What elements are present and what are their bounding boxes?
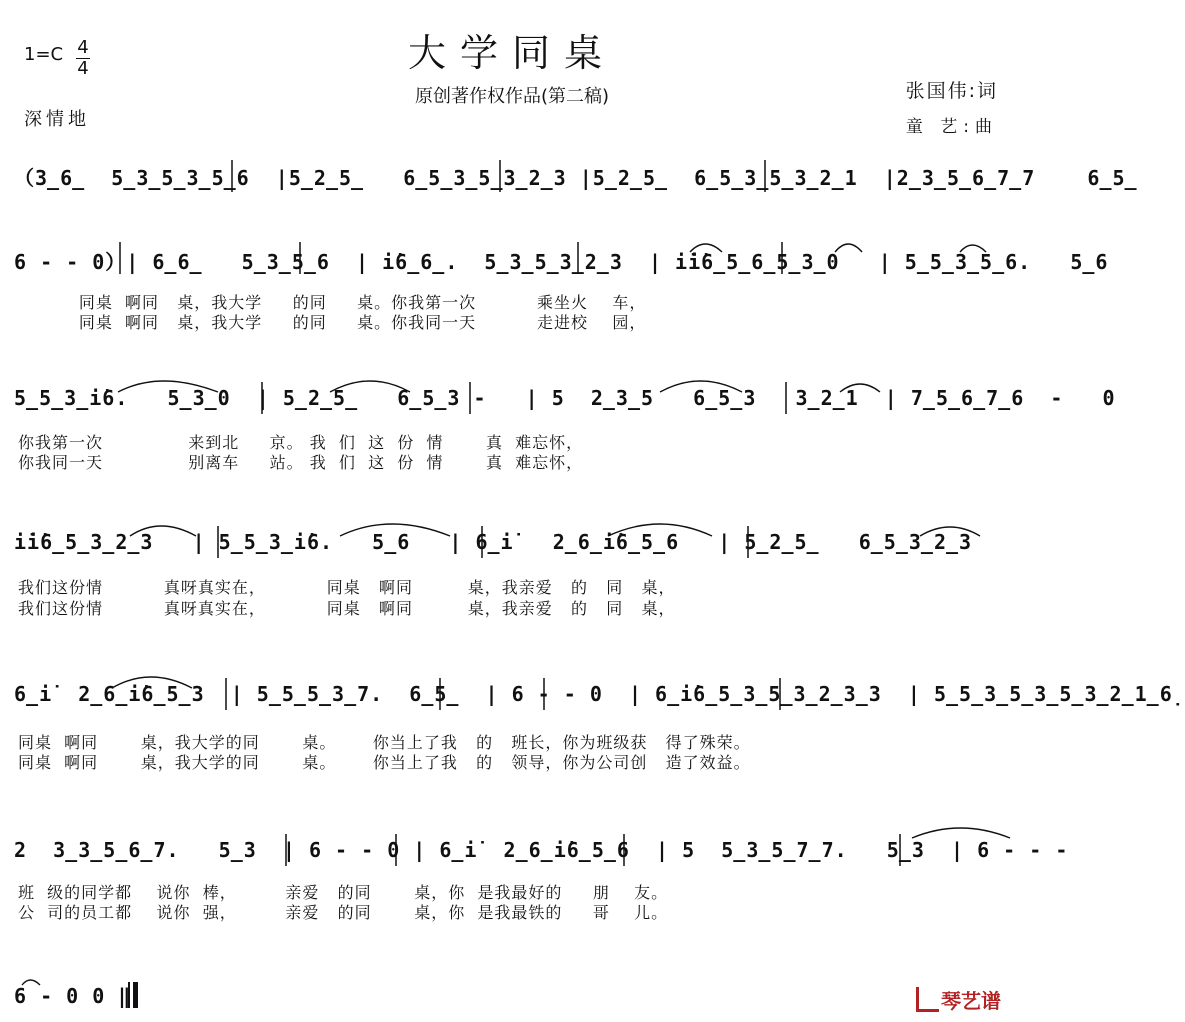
composer-credit: 童 艺:曲 [905,117,998,137]
lyric-row-5-verse-1: 同桌 啊同 桌，我大学的同 桌。 你当上了我 的 班长，你为班级获 得了殊荣。 [18,733,751,752]
song-title: 大学同桌 [407,31,616,75]
logo-text: 琴艺谱 [941,989,1001,1013]
lyric-row-3-verse-1: 你我第一次 来到北 京。 我 们 这 份 情 真 难忘怀， [18,433,584,452]
notation-row-2: 6 - - 0）| 6̲6̲ 5̲3̲5̲6 | i̇6̲6̲. 5̲3̲5̲3̲2̲3 | i̇i̇6̲5̲6̲5̲3̲0 | 5̲5̲3̲5̲6. 5̲6 [14,250,1109,274]
lyric-row-5-verse-2: 同桌 啊同 桌，我大学的同 桌。 你当上了我 的 领导，你为公司创 造了效益。 [18,753,751,772]
notation-row-5: 6̲i̇ 2̲6̲i̇6̲5̲3 | 5̲5̲5̲3̲7. 6̲5̲ | 6 - - 0 | 6̲i̇6̲5̲3̲5̲3̲2̲3̲3 | 5̲5̲3̲5̲3̲5̲3̲2̲1̲6̣ [14,682,1185,706]
lyricist-credit: 张国伟:词 [905,80,998,102]
notation-row-6: 2 3̲3̲5̲6̲7. 5̲3 | 6 - - 0 | 6̲i̇ 2̲6̲i̇6̲5̲6 | 5 5̲3̲5̲7̲7. 5̲3 | 6 - - - [14,838,1069,862]
lyric-row-6-verse-2: 公 司的员工都 说你 强， 亲爱 的同 桌，你 是我最铁的 哥 儿。 [18,903,669,922]
lyric-row-4-verse-1: 我们这份情 真呀真实在， 同桌 啊同 桌，我亲爱 的 同 桌， [18,578,676,597]
notation-row-7: 6 - 0 0 ‖ [14,984,132,1008]
notation-row-3: 5̲5̲3̲i̇6. 5̲3̲0 | 5̲2̲5̲ 6̲5̲3 - | 5 2̲3̲5 6̲5̲3 3̲2̲1 | 7̲5̲6̲7̲6 - 0 [14,386,1116,410]
lyric-row-6-verse-1: 班 级的同学都 说你 棒， 亲爱 的同 桌，你 是我最好的 朋 友。 [18,883,669,902]
meter-top: 4 [77,37,89,58]
song-subtitle: 原创著作权作品(第二稿) [414,86,610,107]
tempo-marking: 深情地 [24,109,90,130]
logo-mark-icon [916,987,939,1012]
lyric-row-2-verse-1: 同桌 啊同 桌，我大学 的同 桌。你我第一次 乘坐火 车， [18,293,647,312]
notation-row-1: （3̲6̲ 5̲3̲5̲3̲5̲6 |5̲2̲5̲ 6̲5̲3̲5̲3̲2̲3 |5̲2̲5̲ 6̲5̲3̲5̲3̲2̲1 |2̲3̲5̲6̲7̲7 6̲5̲ [14,166,1138,190]
site-logo [916,985,1001,1014]
key-signature: 1=C [24,44,64,65]
time-signature [76,38,90,79]
lyric-row-4-verse-2: 我们这份情 真呀真实在， 同桌 啊同 桌，我亲爱 的 同 桌， [18,599,676,618]
lyric-row-3-verse-2: 你我同一天 别离车 站。 我 们 这 份 情 真 难忘怀， [18,453,584,472]
lyric-row-2-verse-2: 同桌 啊同 桌，我大学 的同 桌。你我同一天 走进校 园， [18,313,647,332]
notation-row-4: i̇i̇6̲5̲3̲2̲3 | 5̲5̲3̲i̇6. 5̲6 | 6̲i̇ 2̲6̲i̇6̲5̲6 | 5̲2̲5̲ 6̲5̲3̲2̲3 [14,530,973,554]
meter-bottom: 4 [77,58,89,79]
